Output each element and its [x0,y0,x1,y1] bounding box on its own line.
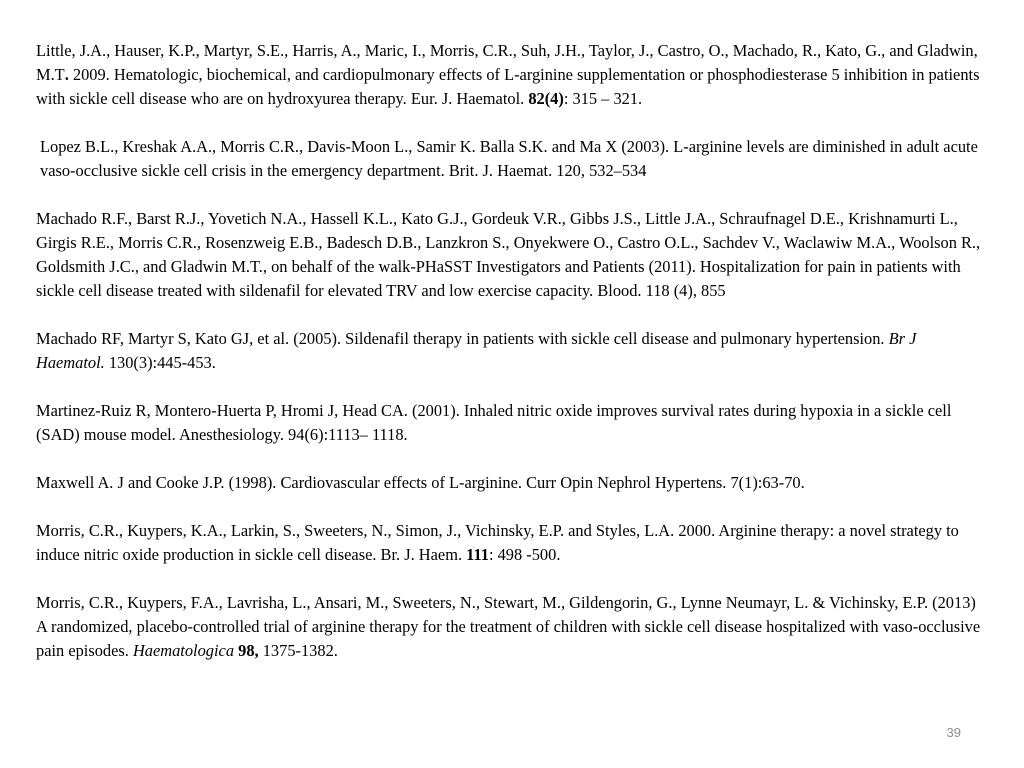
reference-machado-2011: Machado R.F., Barst R.J., Yovetich N.A., Hassell K.L., Kato G.J., Gordeuk V.R., Gibbs J.S., Little J.A., Schraufnagel D.E., Krishnamurti L., Girgis R.E., Morris C.R., Rosenzweig E.B., Badesch D.B., Lanzkron S., Onyekwere O., Castro O.L., Sachdev V., Waclawiw M.A., Woolson R., Goldsmith J.C., and Gladwin M.T., on behalf of the walk-PHaSST Investigators and Patients (2011). Hospitalization for pain in patients with sickle cell disease treated with sildenafil for elevated TRV and low exercise capacity. Blood. 118 (4), 855 [36,209,981,300]
reference-martinez-ruiz-2001: Martinez-Ruiz R, Montero-Huerta P, Hromi J, Head CA. (2001). Inhaled nitric oxide improves survival rates during hypoxia in a sickle cell (SAD) mouse model. Anesthesiology. 94(6):1113– 1118. [36,401,952,444]
reference-little-2009: Little, J.A., Hauser, K.P., Martyr, S.E., Harris, A., Maric, I., Morris, C.R., Suh, J.H., Taylor, J., Castro, O., Machado, R., Kato, G., and Gladwin, M.T. 2009. Hematologic, biochemical, and cardiopulmonary effects of L-arginine supplementation or phosphodiesterase 5 inhibition in patients with sickle cell disease who are on hydroxyurea therapy. Eur. J. Haematol. 82(4): 315 – 321. [36,41,980,108]
reference-machado-2005: Machado RF, Martyr S, Kato GJ, et al. (2005). Sildenafil therapy in patients with sickle cell disease and pulmonary hypertension. Br J Haematol. 130(3):445-453. [36,329,917,372]
reference-maxwell-1998: Maxwell A. J and Cooke J.P. (1998). Cardiovascular effects of L-arginine. Curr Opin Nephrol Hypertens. 7(1):63-70. [36,473,805,492]
reference-morris-2013: Morris, C.R., Kuypers, F.A., Lavrisha, L., Ansari, M., Sweeters, N., Stewart, M., Gildengorin, G., Lynne Neumayr, L. & Vichinsky, E.P. (2013) A randomized, placebo-controlled trial of arginine therapy for the treatment of children with sickle cell disease hospitalized with vaso-occlusive pain episodes. Haematologica 98, 1375-1382. [36,593,981,660]
reference-morris-2000: Morris, C.R., Kuypers, K.A., Larkin, S., Sweeters, N., Simon, J., Vichinsky, E.P. and Styles, L.A. 2000. Arginine therapy: a novel strategy to induce nitric oxide production in sickle cell disease. Br. J. Haem. 111: 498 -500. [36,521,959,564]
reference-list [36,39,986,663]
reference-lopez-2003: Lopez B.L., Kreshak A.A., Morris C.R., Davis-Moon L., Samir K. Balla S.K. and Ma X (2003). L-arginine levels are diminished in adult acute vaso-occlusive sickle cell crisis in the emergency department. Brit. J. Haemat. 120, 532–534 [40,137,978,180]
page-number: 39 [946,725,961,740]
